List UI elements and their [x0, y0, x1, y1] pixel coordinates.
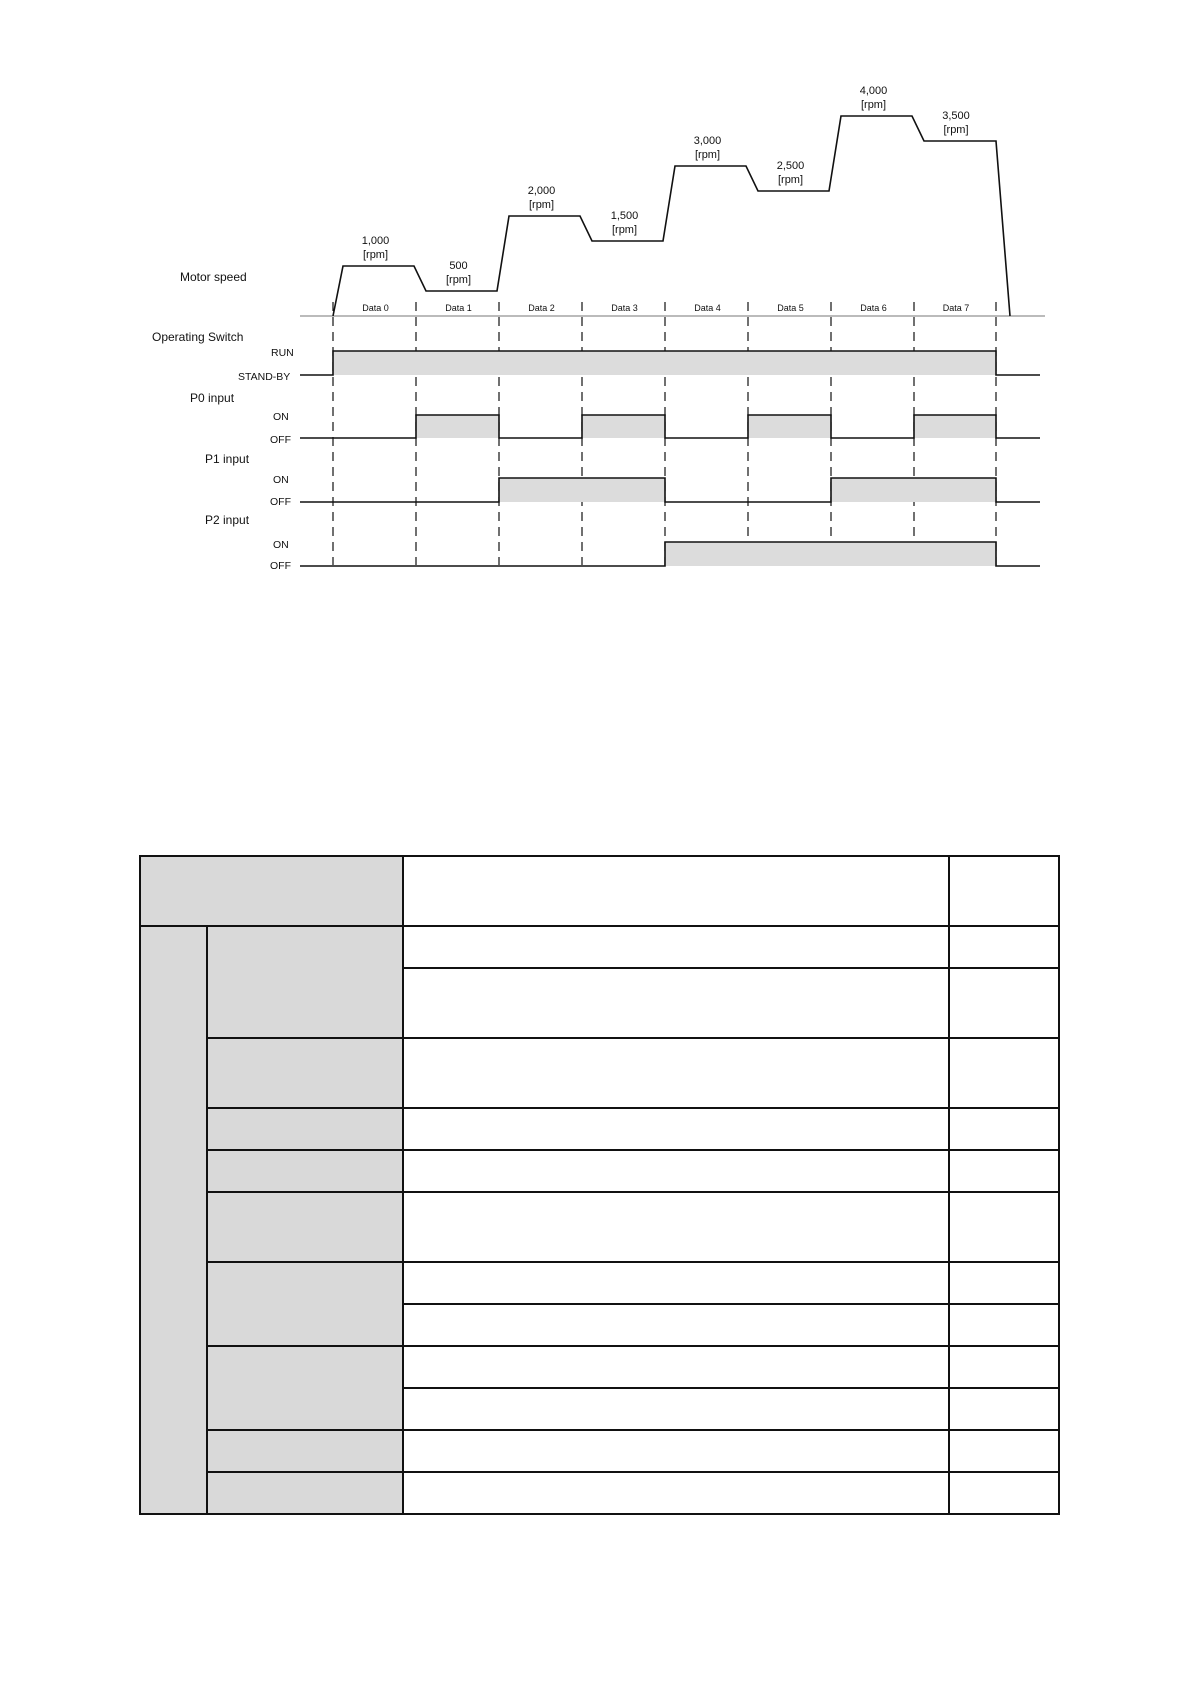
standby-state-label: STAND-BY [238, 371, 291, 383]
table-row [140, 1108, 1059, 1150]
p1-off-label: OFF [270, 496, 291, 508]
table-cell [949, 1346, 1059, 1388]
p0-input-on-fill [582, 415, 665, 438]
table-row [140, 1430, 1059, 1472]
table-item-cell [207, 1430, 403, 1472]
table-cell [403, 1038, 949, 1108]
segment-label: Data 3 [611, 303, 638, 313]
table-cell [949, 1472, 1059, 1514]
p0-off-label: OFF [270, 434, 291, 446]
p2-on-label: ON [273, 539, 289, 551]
p1-input-on-fill [582, 478, 665, 502]
table-row [140, 1346, 1059, 1388]
segment-label: Data 5 [777, 303, 804, 313]
speed-unit-label: [rpm] [611, 224, 638, 236]
table-item-cell [207, 1150, 403, 1192]
speed-unit-label: [rpm] [362, 249, 389, 261]
segment-label: Data 7 [942, 303, 970, 313]
run-state-label: RUN [271, 347, 294, 359]
table-cell [949, 1304, 1059, 1346]
p2-input-on-fill [914, 542, 996, 566]
table-header-row [140, 856, 1059, 926]
speed-value-label: 1,500 [610, 210, 639, 222]
motor-speed-profile [333, 116, 1010, 316]
table-header-cell [140, 856, 403, 926]
segment-label: Data 0 [362, 303, 389, 313]
table-cell [949, 1192, 1059, 1262]
p1-on-label: ON [273, 474, 289, 486]
table-group-cell [140, 926, 207, 1514]
table-cell [403, 1346, 949, 1388]
table-cell [403, 1192, 949, 1262]
spec-table [139, 855, 1060, 1515]
p1-input-label: P1 input [205, 452, 250, 466]
speed-unit-label: [rpm] [943, 124, 969, 136]
table-item-cell [207, 1472, 403, 1514]
p1-input-on-fill [499, 478, 582, 502]
table-cell [403, 926, 949, 968]
table-item-cell [207, 1346, 403, 1430]
speed-value-label: 3,000 [693, 135, 722, 147]
speed-unit-label: [rpm] [694, 149, 721, 161]
speed-unit-label: [rpm] [860, 99, 887, 111]
table-row [140, 1038, 1059, 1108]
diagram-dynamic-layer [300, 85, 1040, 566]
speed-value-label: 2,000 [527, 185, 556, 197]
speed-value-label: 4,000 [859, 85, 888, 97]
table-row [140, 1262, 1059, 1304]
table-cell [403, 1472, 949, 1514]
run-fill [333, 351, 996, 375]
table-cell [949, 1262, 1059, 1304]
table-cell [403, 1304, 949, 1346]
p2-input-on-fill [748, 542, 831, 566]
timing-diagram [0, 0, 1191, 640]
p2-input-on-fill [831, 542, 914, 566]
p0-input-on-fill [416, 415, 499, 438]
table-cell [403, 1388, 949, 1430]
p1-input-on-fill [914, 478, 996, 502]
table-row [140, 1472, 1059, 1514]
table-cell [949, 1108, 1059, 1150]
table-cell [403, 1150, 949, 1192]
table-cell [403, 1108, 949, 1150]
segment-label: Data 4 [694, 303, 721, 313]
table-cell [949, 1388, 1059, 1430]
table-cell [403, 1430, 949, 1472]
motor-speed-label: Motor speed [180, 270, 247, 284]
table-row [140, 926, 1059, 968]
speed-unit-label: [rpm] [528, 199, 555, 211]
p2-off-label: OFF [270, 560, 291, 572]
table-row [140, 1192, 1059, 1262]
table-header-cell [949, 856, 1059, 926]
table-header-cell [403, 856, 949, 926]
segment-label: Data 2 [528, 303, 555, 313]
speed-value-label: 500 [449, 260, 468, 272]
table-cell [949, 1150, 1059, 1192]
segment-label: Data 1 [445, 303, 472, 313]
speed-unit-label: [rpm] [445, 274, 472, 286]
speed-value-label: 1,000 [361, 235, 390, 247]
table-cell [949, 1430, 1059, 1472]
segment-label: Data 6 [860, 303, 887, 313]
table-item-cell [207, 1108, 403, 1150]
p0-input-label: P0 input [190, 391, 235, 405]
table-row [140, 1150, 1059, 1192]
table-cell [949, 1038, 1059, 1108]
speed-value-label: 3,500 [942, 110, 970, 122]
p0-input-on-fill [914, 415, 996, 438]
speed-unit-label: [rpm] [777, 174, 804, 186]
table-cell [949, 968, 1059, 1038]
p2-input-label: P2 input [205, 513, 250, 527]
table-item-cell [207, 1192, 403, 1262]
table-cell [949, 926, 1059, 968]
p1-input-on-fill [831, 478, 914, 502]
table-item-cell [207, 1262, 403, 1346]
table-cell [403, 1262, 949, 1304]
p0-on-label: ON [273, 411, 289, 423]
operating-switch-label: Operating Switch [152, 330, 244, 344]
p2-input-on-fill [665, 542, 748, 566]
p0-input-on-fill [748, 415, 831, 438]
speed-value-label: 2,500 [776, 160, 805, 172]
table-item-cell [207, 1038, 403, 1108]
table-cell [403, 968, 949, 1038]
table-item-cell [207, 926, 403, 1038]
